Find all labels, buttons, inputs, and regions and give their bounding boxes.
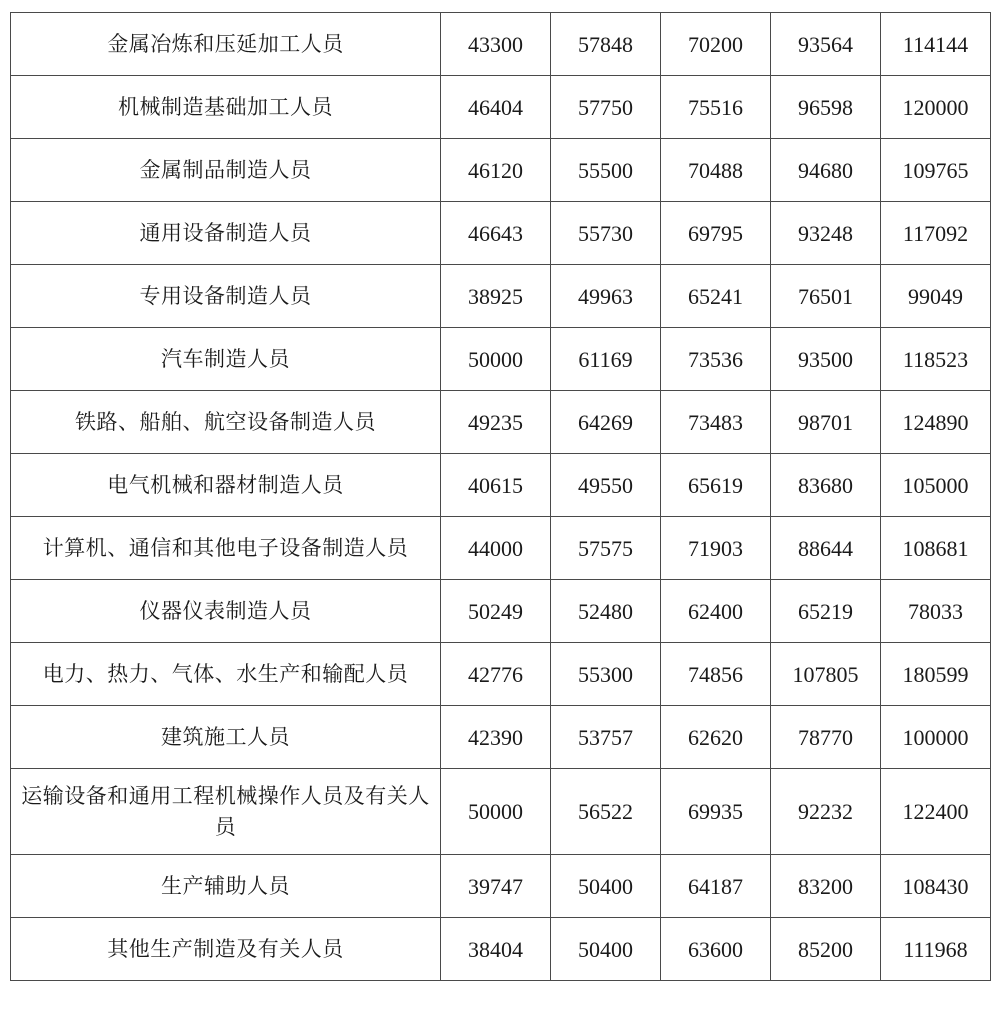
value-cell: 105000 <box>881 454 991 517</box>
value-cell: 64187 <box>661 855 771 918</box>
value-cell: 70200 <box>661 13 771 76</box>
occupation-cell: 其他生产制造及有关人员 <box>11 918 441 981</box>
value-cell: 50400 <box>551 855 661 918</box>
value-cell: 94680 <box>771 139 881 202</box>
value-cell: 55730 <box>551 202 661 265</box>
table-row <box>11 391 991 454</box>
occupation-cell: 电力、热力、气体、水生产和输配人员 <box>11 643 441 706</box>
table-row <box>11 202 991 265</box>
occupation-cell: 运输设备和通用工程机械操作人员及有关人员 <box>11 769 441 855</box>
table-row <box>11 769 991 855</box>
table-row <box>11 517 991 580</box>
value-cell: 50000 <box>441 769 551 855</box>
value-cell: 52480 <box>551 580 661 643</box>
occupation-cell: 汽车制造人员 <box>11 328 441 391</box>
table-row <box>11 76 991 139</box>
value-cell: 93500 <box>771 328 881 391</box>
value-cell: 99049 <box>881 265 991 328</box>
value-cell: 73483 <box>661 391 771 454</box>
value-cell: 50400 <box>551 918 661 981</box>
table-row <box>11 706 991 769</box>
table-row <box>11 643 991 706</box>
table-row <box>11 454 991 517</box>
value-cell: 78033 <box>881 580 991 643</box>
value-cell: 118523 <box>881 328 991 391</box>
value-cell: 57575 <box>551 517 661 580</box>
occupation-cell: 金属冶炼和压延加工人员 <box>11 13 441 76</box>
table-row <box>11 139 991 202</box>
value-cell: 38925 <box>441 265 551 328</box>
salary-table <box>10 12 991 981</box>
value-cell: 76501 <box>771 265 881 328</box>
value-cell: 63600 <box>661 918 771 981</box>
value-cell: 98701 <box>771 391 881 454</box>
value-cell: 42390 <box>441 706 551 769</box>
value-cell: 44000 <box>441 517 551 580</box>
value-cell: 85200 <box>771 918 881 981</box>
value-cell: 62620 <box>661 706 771 769</box>
occupation-cell: 建筑施工人员 <box>11 706 441 769</box>
value-cell: 61169 <box>551 328 661 391</box>
occupation-cell: 计算机、通信和其他电子设备制造人员 <box>11 517 441 580</box>
value-cell: 39747 <box>441 855 551 918</box>
table-body <box>11 13 991 981</box>
value-cell: 69935 <box>661 769 771 855</box>
value-cell: 43300 <box>441 13 551 76</box>
value-cell: 71903 <box>661 517 771 580</box>
value-cell: 92232 <box>771 769 881 855</box>
value-cell: 117092 <box>881 202 991 265</box>
occupation-cell: 生产辅助人员 <box>11 855 441 918</box>
table-row <box>11 855 991 918</box>
value-cell: 40615 <box>441 454 551 517</box>
value-cell: 107805 <box>771 643 881 706</box>
value-cell: 124890 <box>881 391 991 454</box>
value-cell: 55500 <box>551 139 661 202</box>
value-cell: 50000 <box>441 328 551 391</box>
value-cell: 74856 <box>661 643 771 706</box>
value-cell: 108681 <box>881 517 991 580</box>
value-cell: 69795 <box>661 202 771 265</box>
occupation-cell: 专用设备制造人员 <box>11 265 441 328</box>
value-cell: 108430 <box>881 855 991 918</box>
value-cell: 93248 <box>771 202 881 265</box>
occupation-cell: 机械制造基础加工人员 <box>11 76 441 139</box>
value-cell: 46643 <box>441 202 551 265</box>
value-cell: 83680 <box>771 454 881 517</box>
value-cell: 56522 <box>551 769 661 855</box>
value-cell: 64269 <box>551 391 661 454</box>
value-cell: 65241 <box>661 265 771 328</box>
value-cell: 100000 <box>881 706 991 769</box>
value-cell: 38404 <box>441 918 551 981</box>
value-cell: 65619 <box>661 454 771 517</box>
value-cell: 122400 <box>881 769 991 855</box>
value-cell: 73536 <box>661 328 771 391</box>
value-cell: 46404 <box>441 76 551 139</box>
value-cell: 57848 <box>551 13 661 76</box>
value-cell: 96598 <box>771 76 881 139</box>
value-cell: 75516 <box>661 76 771 139</box>
value-cell: 70488 <box>661 139 771 202</box>
value-cell: 180599 <box>881 643 991 706</box>
occupation-cell: 通用设备制造人员 <box>11 202 441 265</box>
value-cell: 83200 <box>771 855 881 918</box>
value-cell: 65219 <box>771 580 881 643</box>
value-cell: 109765 <box>881 139 991 202</box>
value-cell: 55300 <box>551 643 661 706</box>
value-cell: 42776 <box>441 643 551 706</box>
value-cell: 53757 <box>551 706 661 769</box>
value-cell: 50249 <box>441 580 551 643</box>
value-cell: 49963 <box>551 265 661 328</box>
table-row <box>11 328 991 391</box>
value-cell: 49550 <box>551 454 661 517</box>
value-cell: 111968 <box>881 918 991 981</box>
value-cell: 46120 <box>441 139 551 202</box>
table-row <box>11 13 991 76</box>
value-cell: 114144 <box>881 13 991 76</box>
table-row <box>11 918 991 981</box>
occupation-cell: 仪器仪表制造人员 <box>11 580 441 643</box>
table-row <box>11 580 991 643</box>
value-cell: 78770 <box>771 706 881 769</box>
occupation-cell: 铁路、船舶、航空设备制造人员 <box>11 391 441 454</box>
occupation-cell: 电气机械和器材制造人员 <box>11 454 441 517</box>
value-cell: 93564 <box>771 13 881 76</box>
value-cell: 120000 <box>881 76 991 139</box>
occupation-cell: 金属制品制造人员 <box>11 139 441 202</box>
value-cell: 57750 <box>551 76 661 139</box>
value-cell: 88644 <box>771 517 881 580</box>
value-cell: 49235 <box>441 391 551 454</box>
table-row <box>11 265 991 328</box>
value-cell: 62400 <box>661 580 771 643</box>
